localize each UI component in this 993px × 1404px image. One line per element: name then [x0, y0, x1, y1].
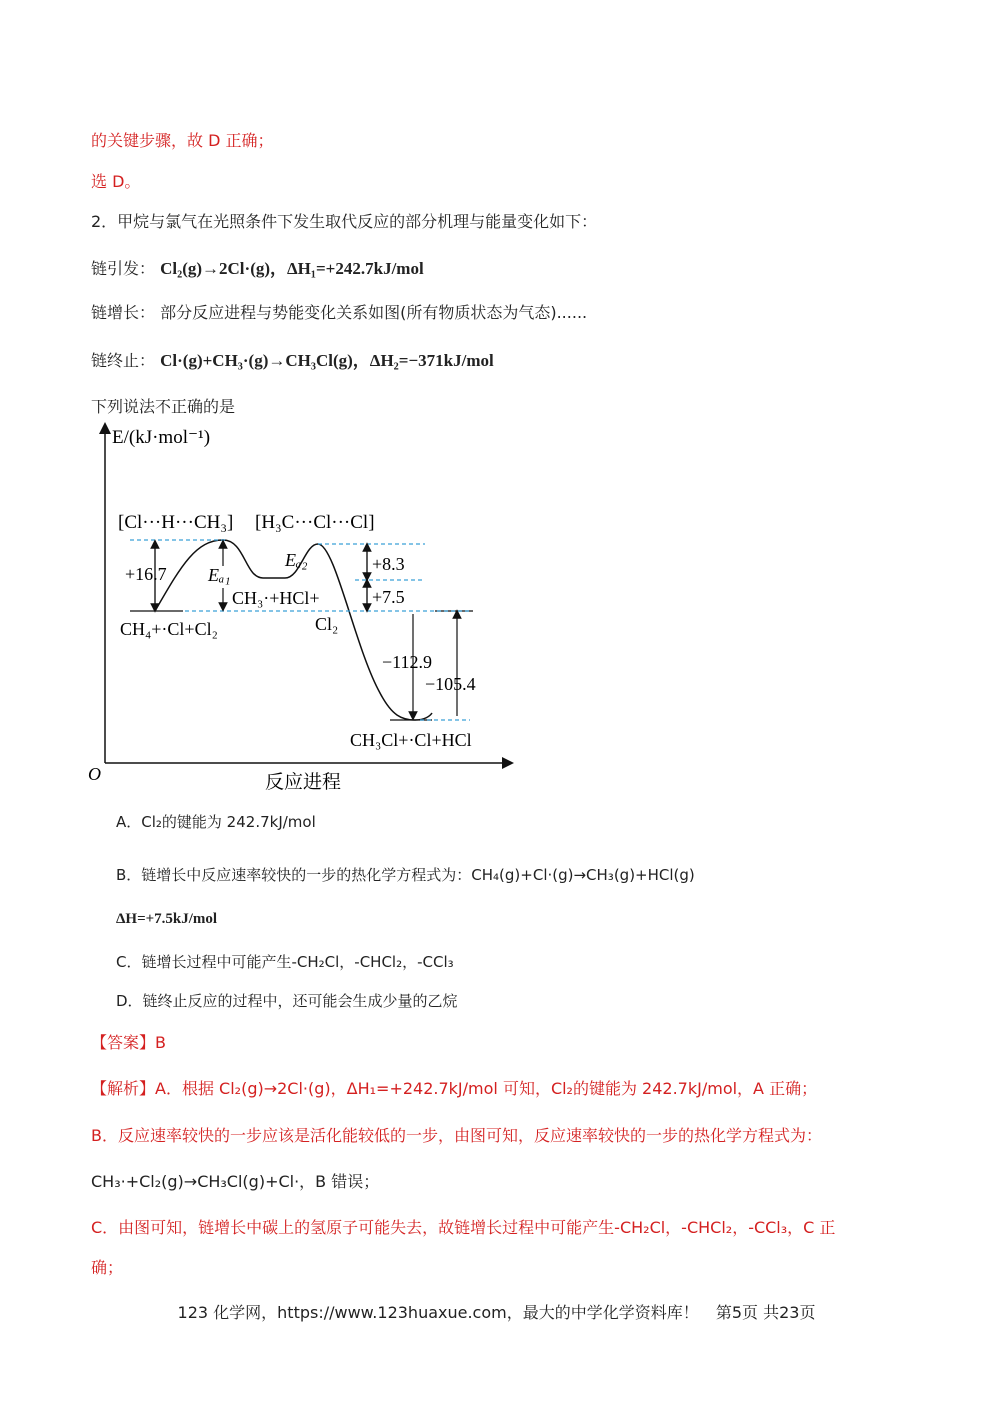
footer-site: 123 化学网，https://www.123huaxue.com，最大的中学化学资料库！	[177, 1303, 699, 1322]
value-16.7: +16.7	[125, 564, 167, 584]
answer-line	[91, 1030, 166, 1053]
value-112.9: −112.9	[382, 652, 432, 672]
value-105.4: −105.4	[425, 674, 476, 694]
chain-initiation	[91, 254, 424, 279]
species-reactants: CH₄+·Cl+Cl₂	[120, 619, 218, 639]
termination-equation: Cl·(g)+CH₃·(g)→CH₃Cl(g)，ΔH₂=−371kJ/mol	[160, 351, 494, 370]
y-axis-label: E/(kJ·mol⁻¹)	[112, 427, 211, 448]
ts2-label: [H₃C···Cl···Cl]	[255, 512, 375, 533]
chain-propagation	[91, 300, 587, 323]
analysis-c1: C．由图可知，链增长中碳上的氢原子可能失去，故链增长过程中可能产生-CH₂Cl，-CHCl₂，-CCl₃，C 正	[91, 1218, 836, 1237]
value-7.5: +7.5	[372, 587, 405, 607]
option-a: A．Cl₂的键能为 242.7kJ/mol	[116, 813, 316, 831]
question-ask: 下列说法不正确的是	[91, 397, 236, 416]
option-d: D．链终止反应的过程中，还可能会生成少量的乙烷	[116, 992, 458, 1010]
species-intermediate: CH₃·+HCl+	[232, 588, 320, 608]
question-stem: 2．甲烷与氯气在光照条件下发生取代反应的部分机理与能量变化如下：	[91, 212, 598, 231]
propagation-label: 链增长：	[91, 303, 156, 322]
ea1-label: Eₐ₁	[208, 565, 231, 585]
origin-label: O	[88, 764, 101, 784]
analysis-a: 【解析】A．根据 Cl₂(g)→2Cl·(g)，ΔH₁=+242.7kJ/mol 可知，Cl₂的键能为 242.7kJ/mol，A 正确；	[91, 1079, 818, 1098]
prev-choice-line: 选 D。	[91, 172, 141, 191]
analysis-c2: 确；	[91, 1258, 124, 1277]
ea2-label: Eₐ₂	[285, 550, 308, 570]
analysis-b1: B．反应速率较快的一步应该是活化能较低的一步，由图可知，反应速率较快的一步的热化学方程式为：	[91, 1126, 822, 1145]
initiation-equation: Cl₂(g)→2Cl·(g)，ΔH₁=+242.7kJ/mol	[160, 259, 424, 278]
answer-label: 【答案】	[91, 1033, 156, 1052]
species-intermediate-cl2: Cl₂	[315, 614, 339, 634]
x-axis-label: 反应进程	[265, 772, 342, 793]
chain-termination	[91, 346, 494, 371]
option-b-dh: ΔH=+7.5kJ/mol	[116, 911, 218, 927]
page-footer	[0, 1300, 993, 1323]
answer-value: B	[155, 1033, 166, 1052]
value-8.3: +8.3	[372, 554, 405, 574]
energy-diagram	[80, 418, 530, 798]
termination-label: 链终止：	[91, 351, 156, 370]
option-b: B．链增长中反应速率较快的一步的热化学方程式为：CH₄(g)+Cl·(g)→CH₃(g)+HCl(g)	[116, 866, 695, 884]
ts1-label: [Cl···H···CH₃]	[118, 512, 234, 533]
analysis-b2: CH₃·+Cl₂(g)→CH₃Cl(g)+Cl·，B 错误；	[91, 1172, 380, 1191]
prev-answer-line: 的关键步骤，故 D 正确；	[91, 131, 274, 150]
footer-page: 第5页 共23页	[715, 1303, 816, 1322]
species-products: CH₃Cl+·Cl+HCl	[350, 730, 472, 750]
option-c: C．链增长过程中可能产生-CH₂Cl，-CHCl₂，-CCl₃	[116, 953, 454, 971]
propagation-text: 部分反应进程与势能变化关系如图(所有物质状态为气态)......	[160, 303, 588, 322]
initiation-label: 链引发：	[91, 259, 156, 278]
analysis-label: 【解析】	[91, 1079, 156, 1098]
